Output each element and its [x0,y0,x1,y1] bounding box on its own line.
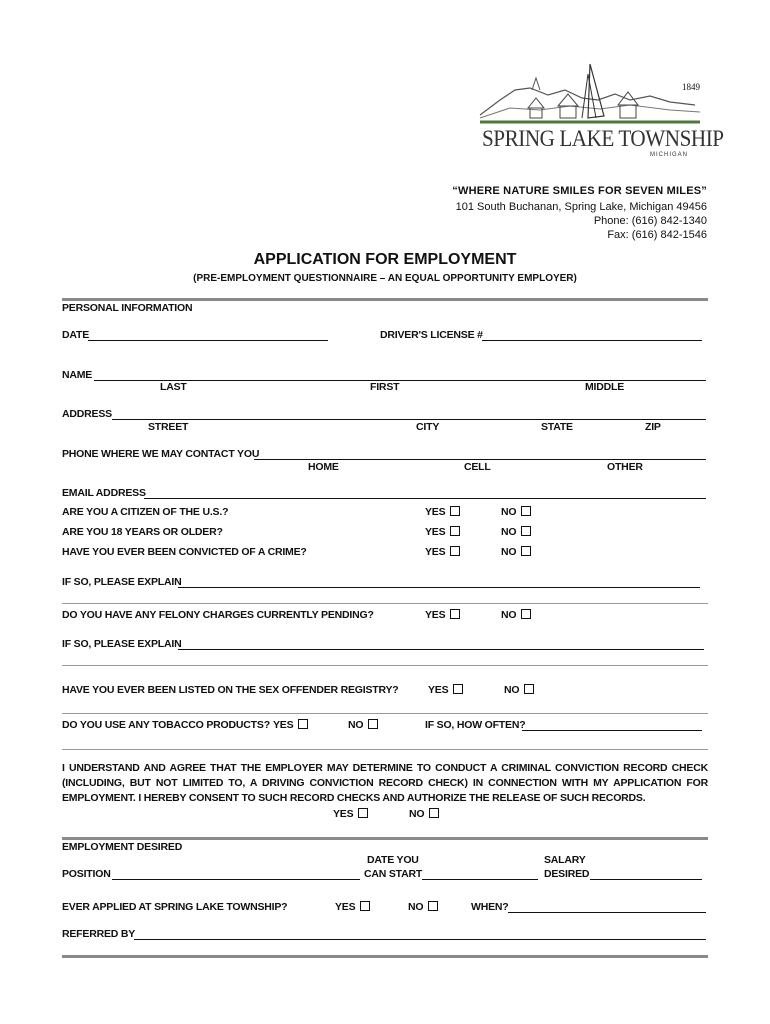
can-start-field[interactable] [422,879,538,880]
position-field[interactable] [112,879,360,880]
convicted-explain-field[interactable] [178,587,700,588]
address-field[interactable] [112,419,706,420]
referred-by-field[interactable] [134,939,706,940]
felony-explain-field[interactable] [178,649,704,650]
convicted-question: HAVE YOU EVER BEEN CONVICTED OF A CRIME? [62,546,307,558]
fax-line: Fax: (616) 842-1546 [607,229,707,241]
when-field[interactable] [508,912,706,913]
citizen-question: ARE YOU A CITIZEN OF THE U.S.? [62,506,229,518]
convicted-yes-label: YES [425,546,446,558]
tobacco-no-label: NO [348,719,364,731]
township-logo [470,60,724,170]
position-label: POSITION [62,868,111,880]
tobacco-yes-checkbox[interactable] [298,719,308,729]
logo-year: 1849 [682,82,700,92]
when-label: WHEN? [471,901,509,913]
landscape-icon [470,60,710,130]
employment-desired-heading: EMPLOYMENT DESIRED [62,841,183,853]
license-label: DRIVER'S LICENSE # [380,329,483,341]
phone-label: PHONE WHERE WE MAY CONTACT YOU [62,448,260,460]
phone-field[interactable] [254,459,706,460]
date-label: DATE [62,329,90,341]
consent-yes-label: YES [333,808,354,820]
zip-sublabel: ZIP [645,421,661,433]
citizen-yes-checkbox[interactable] [450,506,460,516]
citizen-no-checkbox[interactable] [521,506,531,516]
license-field[interactable] [482,340,702,341]
tobacco-no-checkbox[interactable] [368,719,378,729]
other-sublabel: OTHER [607,461,643,473]
motto: “WHERE NATURE SMILES FOR SEVEN MILES” [452,185,707,197]
address-line: 101 South Buchanan, Spring Lake, Michigan 49456 [455,201,707,213]
page-title: APPLICATION FOR EMPLOYMENT [253,251,517,268]
offender-yes-label: YES [428,684,449,696]
last-sublabel: LAST [160,381,187,393]
logo-name: SPRING LAKE TOWNSHIP [482,126,724,151]
ever-applied-question: EVER APPLIED AT SPRING LAKE TOWNSHIP? [62,901,288,913]
state-sublabel: STATE [541,421,573,433]
offender-question: HAVE YOU EVER BEEN LISTED ON THE SEX OFFENDER REGISTRY? [62,684,399,696]
felony-no-label: NO [501,609,517,621]
referred-by-label: REFERRED BY [62,928,136,940]
age-no-checkbox[interactable] [521,526,531,536]
email-label: EMAIL ADDRESS [62,487,146,499]
first-sublabel: FIRST [370,381,400,393]
felony-no-checkbox[interactable] [521,609,531,619]
email-field[interactable] [144,498,706,499]
felony-yes-label: YES [425,609,446,621]
citizen-yes-label: YES [425,506,446,518]
how-often-label: IF SO, HOW OFTEN? [425,719,526,731]
page-subtitle: (PRE-EMPLOYMENT QUESTIONNAIRE – AN EQUAL OPPORTUNITY EMPLOYER) [193,273,577,284]
applied-no-checkbox[interactable] [428,901,438,911]
phone-line: Phone: (616) 842-1340 [593,215,707,227]
applied-yes-label: YES [335,901,356,913]
cell-sublabel: CELL [464,461,491,473]
can-start-label: CAN START [364,868,423,880]
logo-state: MICHIGAN [650,152,688,158]
name-label: NAME [62,369,93,381]
address-label: ADDRESS [62,408,112,420]
felony-question: DO YOU HAVE ANY FELONY CHARGES CURRENTLY PENDING? [62,609,374,621]
consent-paragraph: I UNDERSTAND AND AGREE THAT THE EMPLOYER MAY DETERMINE TO CONDUCT A CRIMINAL CONVICTION RECORD CHECK (INCLUDING, BUT NOT LIMITED TO, A DRIVING CONVICTION RECORD CHECK) IN CONNECTION WITH MY APPLICATION FOR EMPLOYMENT. I HEREBY CONSENT TO SUCH RECORD CHECKS AND AUTHORIZE THE RELEASE OF SUCH RECORDS. [62,762,708,804]
felony-yes-checkbox[interactable] [450,609,460,619]
date-field[interactable] [88,340,328,341]
applied-no-label: NO [408,901,424,913]
personal-info-heading: PERSONAL INFORMATION [62,302,193,314]
offender-yes-checkbox[interactable] [453,684,463,694]
applied-yes-checkbox[interactable] [360,901,370,911]
desired-label: DESIRED [544,868,590,880]
salary-label: SALARY [544,854,586,866]
felony-explain-label: IF SO, PLEASE EXPLAIN [62,638,182,650]
consent-yes-checkbox[interactable] [358,808,368,818]
convicted-no-label: NO [501,546,517,558]
age-yes-checkbox[interactable] [450,526,460,536]
tobacco-question: DO YOU USE ANY TOBACCO PRODUCTS? [62,719,270,731]
salary-field[interactable] [590,879,702,880]
how-often-field[interactable] [522,730,702,731]
convicted-yes-checkbox[interactable] [450,546,460,556]
tobacco-yes-label: YES [273,719,294,731]
middle-sublabel: MIDDLE [585,381,625,393]
age-yes-label: YES [425,526,446,538]
date-you-label: DATE YOU [367,854,419,866]
age-question: ARE YOU 18 YEARS OR OLDER? [62,526,223,538]
age-no-label: NO [501,526,517,538]
consent-no-checkbox[interactable] [429,808,439,818]
convicted-no-checkbox[interactable] [521,546,531,556]
home-sublabel: HOME [308,461,339,473]
city-sublabel: CITY [416,421,440,433]
street-sublabel: STREET [148,421,189,433]
offender-no-checkbox[interactable] [524,684,534,694]
citizen-no-label: NO [501,506,517,518]
convicted-explain-label: IF SO, PLEASE EXPLAIN [62,576,182,588]
offender-no-label: NO [504,684,520,696]
consent-no-label: NO [409,808,425,820]
